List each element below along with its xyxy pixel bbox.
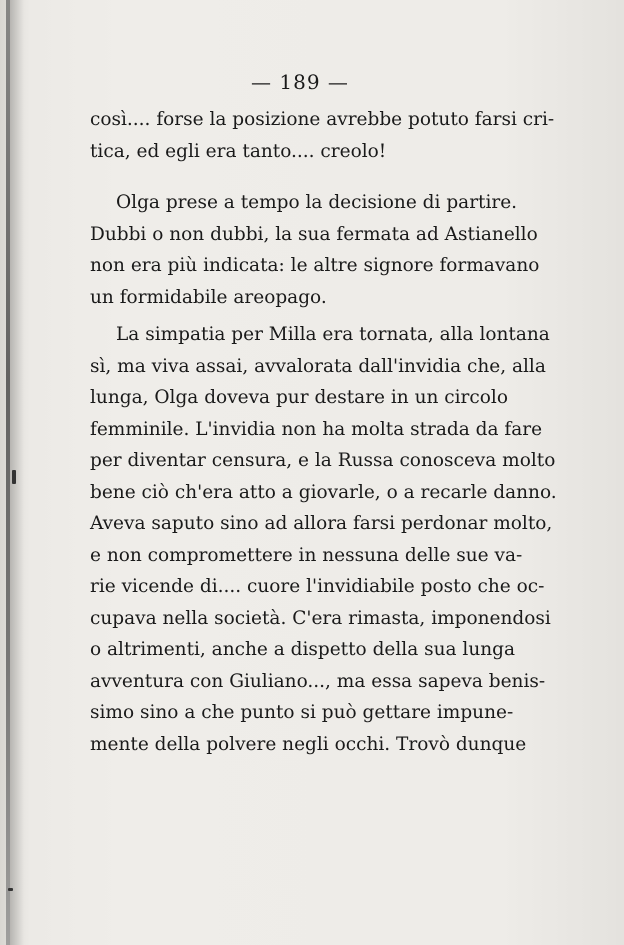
- text-line: cupava nella società. C'era rimasta, imponendosi: [90, 607, 551, 629]
- margin-mark: [8, 888, 13, 891]
- text-line: mente della polvere negli occhi. Trovò dunque: [90, 733, 527, 755]
- text-line: così.... forse la posizione avrebbe potuto farsi cri-: [90, 109, 555, 130]
- text-line: Dubbi o non dubbi, la sua fermata ad Astianello: [90, 223, 538, 245]
- text-line: Aveva saputo sino ad allora farsi perdonar molto,: [90, 513, 553, 534]
- text-line: o altrimenti, anche a dispetto della sua lunga: [90, 639, 516, 660]
- text-line: femminile. L'invidia non ha molta strada da fare: [90, 418, 543, 440]
- text-line: un formidabile areopago.: [90, 286, 327, 308]
- paragraph-gap: [90, 167, 504, 187]
- text-line: bene ciò ch'era atto a giovarle, o a recarle danno.: [90, 481, 557, 503]
- text-line: non era più indicata: le altre signore formavano: [90, 255, 540, 276]
- body-text: [90, 104, 557, 760]
- page-number: — 189 —: [251, 70, 349, 94]
- text-line: e non compromettere in nessuna delle sue va-: [90, 544, 523, 566]
- text-line: simo sino a che punto si può gettare impune-: [90, 702, 514, 723]
- text-line: avventura con Giuliano..., ma essa sapeva benis-: [90, 670, 546, 692]
- text-line: per diventar censura, e la Russa conosceva molto: [90, 450, 556, 471]
- text-line: rie vicende di.... cuore l'invidiabile posto che oc-: [90, 576, 545, 597]
- text-line: Olga prese a tempo la decisione di partire.: [116, 192, 518, 213]
- margin-mark: [12, 470, 16, 484]
- text-line: lunga, Olga doveva pur destare in un circolo: [90, 387, 508, 408]
- text-line: La simpatia per Milla era tornata, alla lontana: [116, 324, 550, 345]
- text-line: tica, ed egli era tanto.... creolo!: [90, 140, 387, 162]
- text-line: sì, ma viva assai, avvalorata dall'invidia che, alla: [90, 355, 546, 377]
